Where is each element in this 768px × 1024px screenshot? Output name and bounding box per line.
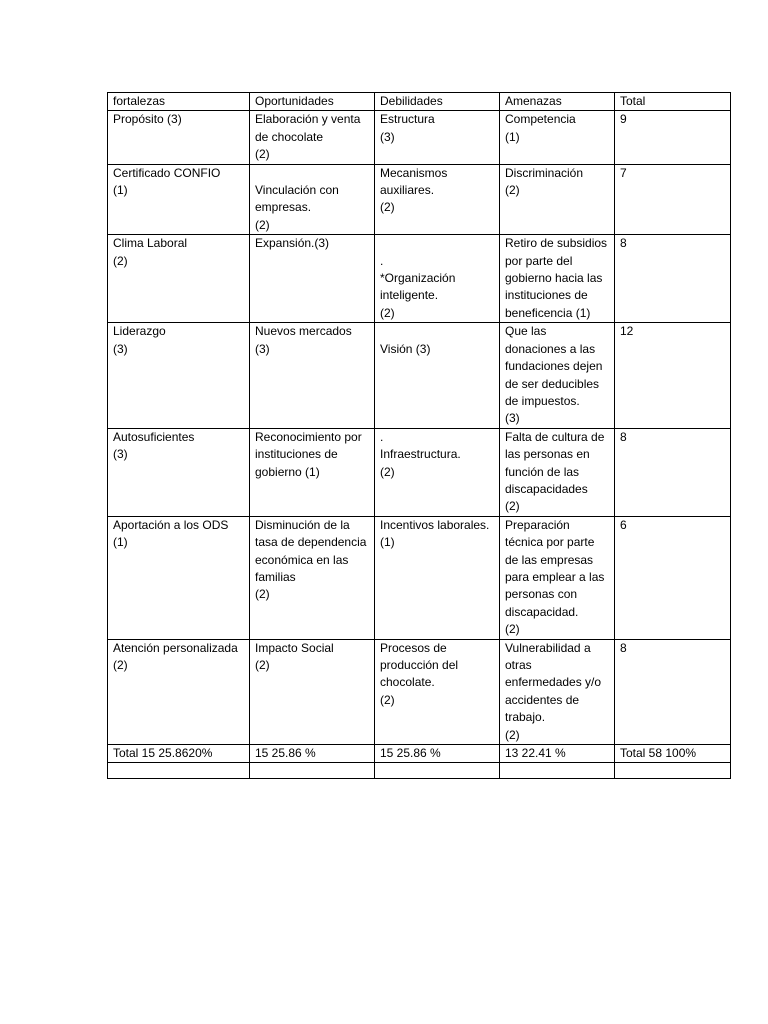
table-cell: Expansión.(3) [250, 235, 375, 323]
table-cell: Nuevos mercados (3) [250, 323, 375, 428]
table-cell: Clima Laboral (2) [108, 235, 250, 323]
table-cell: Atención personalizada (2) [108, 639, 250, 744]
table-cell: Discriminación (2) [500, 164, 615, 235]
table-cell: Vinculación con empresas. (2) [250, 164, 375, 235]
table-cell: Procesos de producción del chocolate. (2) [375, 639, 500, 744]
header-amenazas: Amenazas [500, 93, 615, 111]
header-oportunidades: Oportunidades [250, 93, 375, 111]
table-cell: Incentivos laborales. (1) [375, 516, 500, 639]
table-row [108, 516, 731, 639]
total-cell: 15 25.86 % [375, 745, 500, 763]
table-row [108, 323, 731, 428]
table-cell: Vulnerabilidad a otras enfermedades y/o accidentes de trabajo. (2) [500, 639, 615, 744]
empty-row [108, 763, 731, 779]
header-total: Total [615, 93, 731, 111]
table-cell: Impacto Social (2) [250, 639, 375, 744]
table-header-row [108, 93, 731, 111]
empty-cell [615, 763, 731, 779]
table-row [108, 235, 731, 323]
table-cell: 9 [615, 111, 731, 164]
total-cell: 13 22.41 % [500, 745, 615, 763]
table-cell: 12 [615, 323, 731, 428]
table-cell: Propósito (3) [108, 111, 250, 164]
table-cell: 8 [615, 639, 731, 744]
total-cell: Total 58 100% [615, 745, 731, 763]
table-cell: Competencia (1) [500, 111, 615, 164]
header-fortalezas: fortalezas [108, 93, 250, 111]
totals-row [108, 745, 731, 763]
table-cell: . *Organización inteligente. (2) [375, 235, 500, 323]
table-cell: 6 [615, 516, 731, 639]
empty-cell [250, 763, 375, 779]
table-cell: 8 [615, 428, 731, 516]
table-cell: Liderazgo (3) [108, 323, 250, 428]
table-row [108, 639, 731, 744]
table-cell: Elaboración y venta de chocolate (2) [250, 111, 375, 164]
empty-cell [108, 763, 250, 779]
table-cell: Aportación a los ODS (1) [108, 516, 250, 639]
table-cell: Falta de cultura de las personas en función de las discapacidades (2) [500, 428, 615, 516]
table-cell: Mecanismos auxiliares. (2) [375, 164, 500, 235]
table-cell: Autosuficientes (3) [108, 428, 250, 516]
table-cell: Disminución de la tasa de dependencia económica en las familias (2) [250, 516, 375, 639]
table-cell: Visión (3) [375, 323, 500, 428]
table-cell: Reconocimiento por instituciones de gobierno (1) [250, 428, 375, 516]
table-cell: 8 [615, 235, 731, 323]
table-cell: Preparación técnica por parte de las empresas para emplear a las personas con discapacidad. (2) [500, 516, 615, 639]
table-cell: Que las donaciones a las fundaciones dejen de ser deducibles de impuestos. (3) [500, 323, 615, 428]
table-row [108, 111, 731, 164]
table-cell: Retiro de subsidios por parte del gobierno hacia las instituciones de beneficencia (1) [500, 235, 615, 323]
table-cell: . Infraestructura. (2) [375, 428, 500, 516]
total-cell: Total 15 25.8620% [108, 745, 250, 763]
table-cell: 7 [615, 164, 731, 235]
empty-cell [375, 763, 500, 779]
swot-table [107, 92, 731, 779]
empty-cell [500, 763, 615, 779]
table-cell: Estructura (3) [375, 111, 500, 164]
header-debilidades: Debilidades [375, 93, 500, 111]
table-row [108, 164, 731, 235]
total-cell: 15 25.86 % [250, 745, 375, 763]
table-cell: Certificado CONFIO (1) [108, 164, 250, 235]
table-row [108, 428, 731, 516]
